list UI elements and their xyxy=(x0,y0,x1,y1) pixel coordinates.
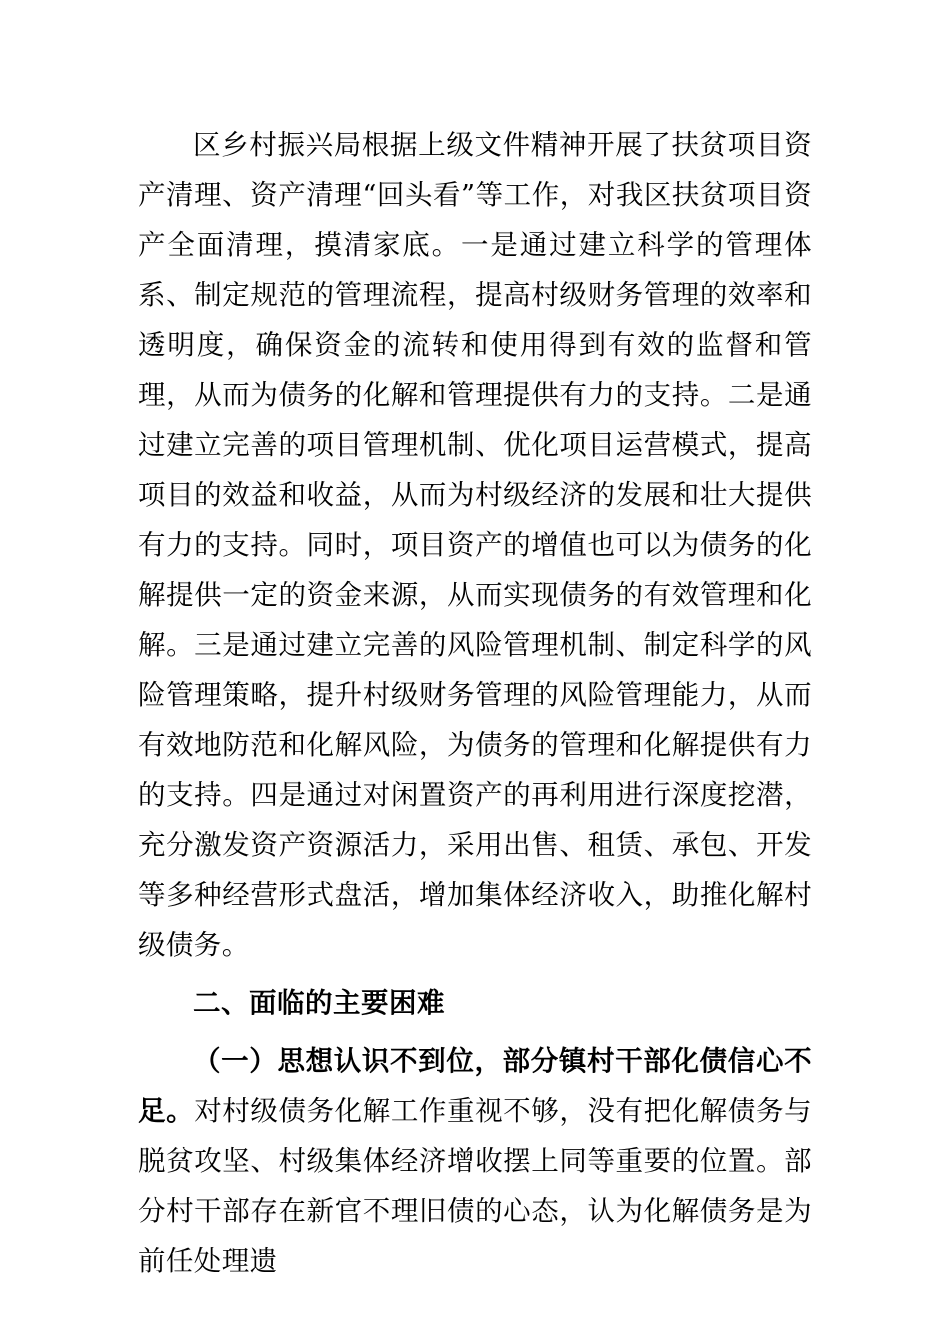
heading-spacer xyxy=(138,1028,812,1036)
paragraph-1: 区乡村振兴局根据上级文件精神开展了扶贫项目资产清理、资产清理“回头看”等工作，对我区扶贫项目资产全面清理，摸清家底。一是通过建立科学的管理体系、制定规范的管理流程，提高村级财务管理的效率和透明度，确保资金的流转和使用得到有效的监督和管理，从而为债务的化解和管理提供有力的支持。二是通过建立完善的项目管理机制、优化项目运营模式，提高项目的效益和收益，从而为村级经济的发展和壮大提供有力的支持。同时，项目资产的增值也可以为债务的化解提供一定的资金来源，从而实现债务的有效管理和化解。三是通过建立完善的风险管理机制、制定科学的风险管理策略，提升村级财务管理的风险管理能力，从而有效地防范和化解风险，为债务的管理和化解提供有力的支持。四是通过对闲置资产的再利用进行深度挖潜，充分激发资产资源活力，采用出售、租赁、承包、开发等多种经营形式盘活，增加集体经济收入，助推化解村级债务。 xyxy=(138,129,812,961)
paragraph-2-lead: （一）思想认识不到位，部分镇村干部化债信心不足。 xyxy=(138,1045,812,1127)
document-body xyxy=(138,120,812,1286)
paragraph-spacer xyxy=(138,970,812,978)
paragraph-2 xyxy=(138,1036,812,1286)
paragraph-2-text: 对村级债务化解工作重视不够，没有把化解债务与脱贫攻坚、村级集体经济增收摆上同等重要的位置。部分村干部存在新官不理旧债的心态，认为化解债务是为前任处理遗 xyxy=(138,1095,812,1277)
section-heading-2: 二、面临的主要困难 xyxy=(193,987,445,1019)
